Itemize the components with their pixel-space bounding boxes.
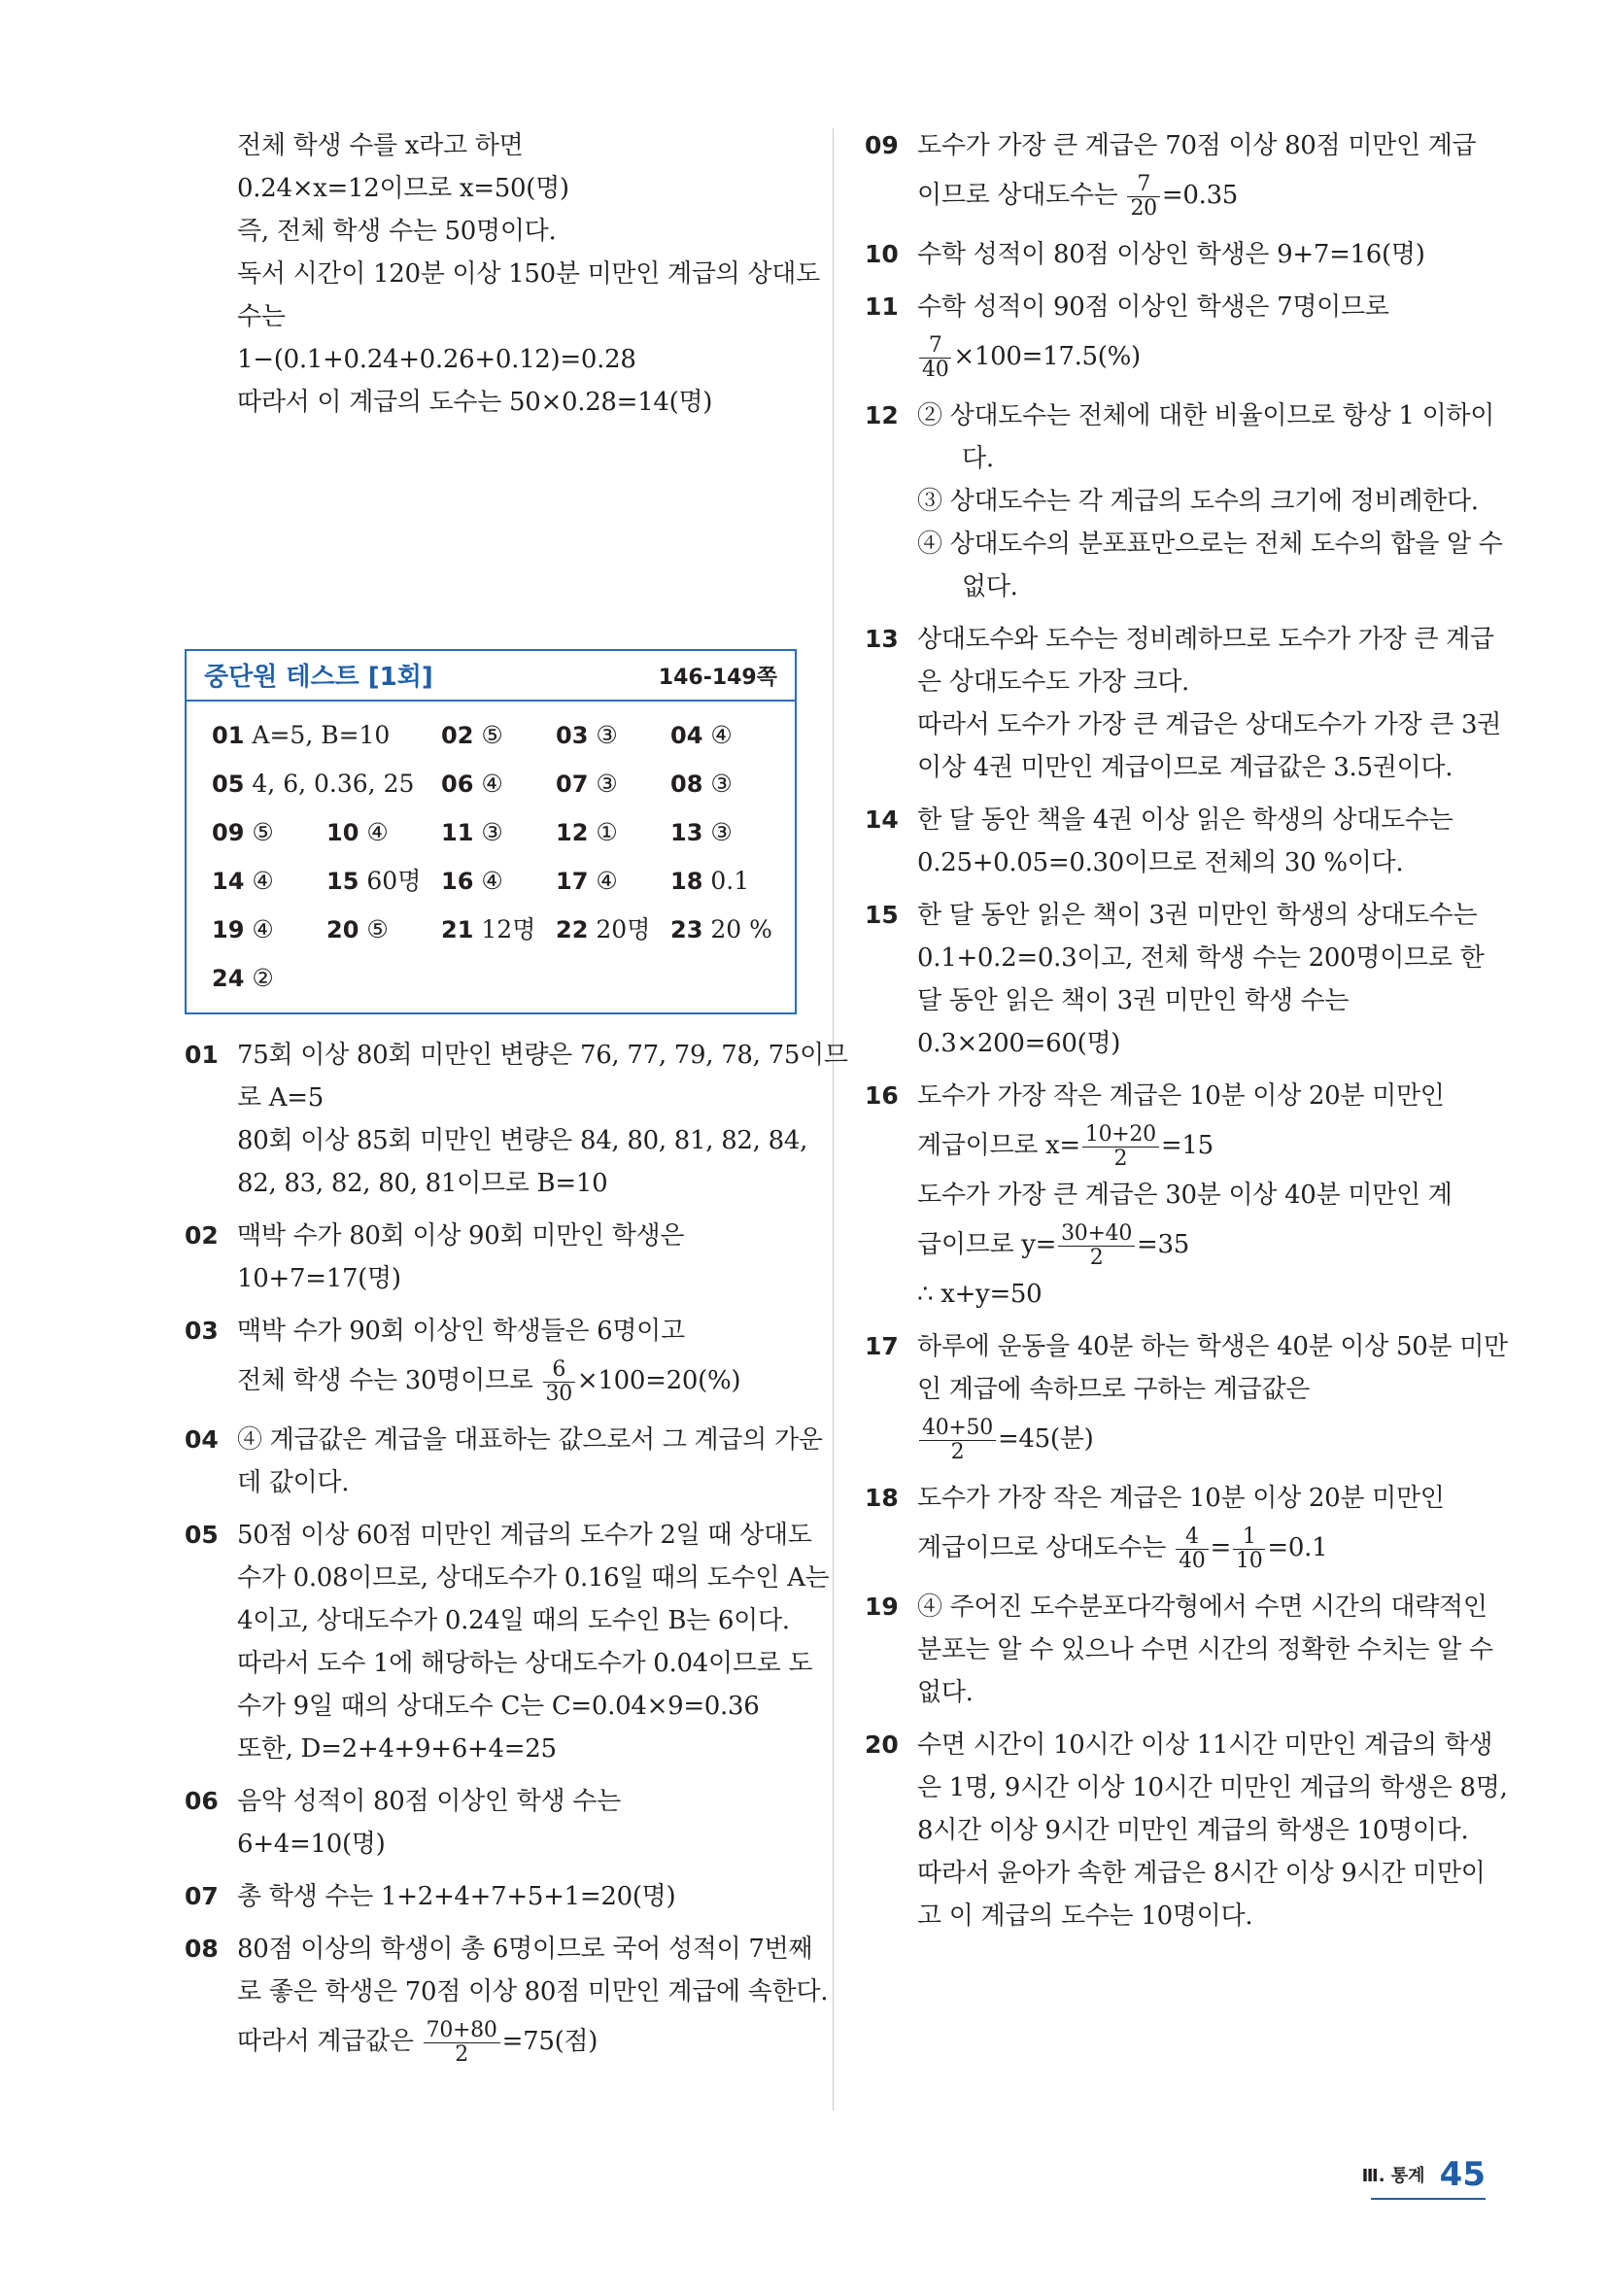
- text-line: 로 A=5: [237, 1083, 324, 1113]
- answer-item: 06 ④: [441, 770, 503, 798]
- left-column: [185, 124, 848, 2079]
- answer-item: 15 60명: [326, 867, 422, 895]
- problem-number: 01: [185, 1041, 219, 1069]
- text-line: 75회 이상 80회 미만인 변량은 76, 77, 79, 78, 75이므: [237, 1041, 848, 1070]
- math-line: 계급이므로 상대도수는 $\frac{4}{40}$ = $\frac{1}{10}$ =0.1: [917, 1524, 1328, 1573]
- fraction: $\frac{7}{40}$: [919, 334, 951, 382]
- problem-number: 02: [185, 1221, 219, 1250]
- text-line: 0.24×x=12이므로 x=50(명): [237, 174, 569, 203]
- text-line: ④ 상대도수의 분포표만으로는 전체 도수의 합을 알 수: [917, 530, 1503, 559]
- answer-item: 18 0.1: [670, 867, 750, 895]
- solution-10: [865, 233, 1487, 276]
- text-line: 수학 성적이 80점 이상인 학생은 9+7=16(명): [917, 240, 1425, 269]
- text-line: 총 학생 수는 1+2+4+7+5+1=20(명): [237, 1882, 676, 1911]
- answer-item: 01 A=5, B=10: [212, 721, 391, 749]
- text-line: 없다.: [917, 1678, 974, 1707]
- problem-number: 18: [865, 1484, 899, 1512]
- text-line: 로 좋은 학생은 70점 이상 80점 미만인 계급에 속한다.: [237, 1977, 829, 2006]
- text-line: 수면 시간이 10시간 이상 11시간 미만인 계급의 학생: [917, 1731, 1493, 1760]
- fraction: $\frac{40+50}{2}$: [919, 1417, 996, 1464]
- text-line: 8시간 이상 9시간 미만인 계급의 학생은 10명이다.: [917, 1816, 1469, 1845]
- test-box-header: [187, 651, 795, 702]
- fraction: $\frac{6}{30}$: [543, 1358, 575, 1406]
- test-answer-box: [185, 649, 797, 1014]
- answer-row: [187, 711, 795, 760]
- text-line: 맥박 수가 80회 이상 90회 미만인 학생은: [237, 1221, 685, 1251]
- fraction: $\frac{7}{20}$: [1127, 173, 1159, 221]
- problem-number: 15: [865, 901, 899, 929]
- problem-number: 04: [185, 1425, 219, 1454]
- text-line: 수가 9일 때의 상대도수 C는 C=0.04×9=0.36: [237, 1692, 760, 1721]
- solution-19: [865, 1586, 1493, 1714]
- math-line: $\frac{7}{40}$ ×100=17.5(%): [865, 328, 1487, 385]
- text-line: ④ 주어진 도수분포다각형에서 수면 시간의 대략적인: [917, 1593, 1487, 1622]
- text-line: 0.1+0.2=0.3이고, 전체 학생 수는 200명이므로 한: [917, 943, 1485, 973]
- problem-number: 14: [865, 805, 899, 834]
- text-line: 은 1명, 9시간 이상 10시간 미만인 계급의 학생은 8명,: [917, 1773, 1508, 1802]
- text-line: 고 이 계급의 도수는 10명이다.: [917, 1902, 1253, 1931]
- fraction: $\frac{1}{10}$: [1233, 1525, 1265, 1573]
- answer-item: 10 ④: [326, 818, 389, 846]
- text-line: 음악 성적이 80점 이상인 학생 수는: [237, 1787, 621, 1816]
- text-line: 80회 이상 85회 미만인 변량은 84, 80, 81, 82, 84,: [237, 1126, 808, 1155]
- text-line: 달 동안 읽은 책이 3권 미만인 학생 수는: [917, 986, 1350, 1015]
- text-line: 이상 4권 미만인 계급이므로 계급값은 3.5권이다.: [917, 753, 1453, 782]
- math-line: 계급이므로 x= $\frac{10+20}{2}$ =15: [917, 1121, 1214, 1171]
- text-line: ∴ x+y=50: [917, 1280, 1043, 1309]
- answer-item: 17 ④: [556, 867, 618, 895]
- answer-row: [187, 808, 795, 857]
- answer-item: 07 ③: [556, 770, 618, 798]
- solution-04: [185, 1419, 823, 1504]
- section-label: Ⅲ. 통계: [1361, 2166, 1425, 2186]
- column-divider: [833, 128, 834, 2110]
- text-line: 맥박 수가 90회 이상인 학생들은 6명이고: [237, 1317, 685, 1346]
- text-line: 한 달 동안 책을 4권 이상 읽은 학생의 상대도수는: [917, 805, 1453, 835]
- problem-number: 11: [865, 292, 899, 321]
- fraction: $\frac{10+20}{2}$: [1082, 1123, 1159, 1171]
- math-line: 따라서 계급값은 $\frac{70+80}{2}$ =75(점): [237, 2017, 598, 2067]
- math-line: 이므로 상대도수는 $\frac{7}{20}$ =0.35: [917, 171, 1239, 221]
- text-line: 도수가 가장 작은 계급은 10분 이상 20분 미만인: [917, 1081, 1445, 1111]
- answer-item: 21 12명: [441, 915, 536, 943]
- answer-item: 11 ③: [441, 818, 503, 846]
- text-line: ③ 상대도수는 각 계급의 도수의 크기에 정비례한다.: [917, 487, 1479, 516]
- answer-row: [187, 906, 795, 954]
- page-footer: [1362, 2155, 1486, 2194]
- text-line: 0.3×200=60(명): [917, 1029, 1121, 1058]
- text-line: 없다.: [962, 572, 1018, 601]
- answer-item: 05 4, 6, 0.36, 25: [212, 770, 415, 798]
- problem-number: 10: [865, 240, 899, 268]
- text-line: 도수가 가장 큰 계급은 30분 이상 40분 미만인 계: [917, 1181, 1453, 1210]
- solution-11: [865, 286, 1487, 385]
- text-line: 1−(0.1+0.24+0.26+0.12)=0.28: [237, 345, 636, 374]
- fraction: $\frac{30+40}{2}$: [1058, 1222, 1135, 1270]
- text-line: 수가 0.08이므로, 상대도수가 0.16일 때의 도수인 A는: [237, 1563, 830, 1593]
- text-line: ④ 계급값은 계급을 대표하는 값으로서 그 계급의 가운: [237, 1425, 823, 1455]
- answer-item: 12 ①: [556, 818, 618, 846]
- text-line: 은 상대도수도 가장 크다.: [917, 668, 1190, 697]
- math-line: 전체 학생 수는 30명이므로 $\frac{6}{30}$ ×100=20(%): [237, 1356, 741, 1406]
- solution-12: [865, 394, 1503, 608]
- text-line: 전체 학생 수를 x라고 하면: [237, 131, 524, 160]
- text-line: 따라서 윤아가 속한 계급은 8시간 이상 9시간 미만이: [917, 1859, 1486, 1888]
- text-line: 다.: [962, 444, 994, 473]
- solution-05: [185, 1514, 830, 1770]
- solution-18: [865, 1477, 1487, 1576]
- solution-07: [185, 1875, 797, 1918]
- solution-02: [185, 1215, 797, 1300]
- problem-number: 09: [865, 131, 899, 159]
- text-line: 따라서 도수 1에 해당하는 상대도수가 0.04이므로 도: [237, 1649, 813, 1678]
- solution-14: [865, 799, 1487, 884]
- problem-number: 19: [865, 1593, 899, 1621]
- answer-row: [187, 857, 795, 906]
- solution-06: [185, 1780, 797, 1866]
- text-line: 독서 시간이 120분 이상 150분 미만인 계급의 상대도: [237, 259, 820, 289]
- solution-01: [185, 1034, 848, 1205]
- problem-number: 07: [185, 1882, 219, 1910]
- text-line: 하루에 운동을 40분 하는 학생은 40분 이상 50분 미만: [917, 1332, 1508, 1361]
- text-line: 상대도수와 도수는 정비례하므로 도수가 가장 큰 계급: [917, 625, 1494, 654]
- answer-item: 03 ③: [556, 721, 618, 749]
- solution-09: [865, 124, 1487, 223]
- problem-number: 08: [185, 1935, 219, 1963]
- text-line: 수는: [237, 302, 286, 331]
- text-line: 수학 성적이 90점 이상인 학생은 7명이므로: [917, 292, 1389, 322]
- fraction: $\frac{4}{40}$: [1176, 1525, 1208, 1573]
- answer-item: 09 ⑤: [212, 818, 274, 846]
- answer-item: 24 ②: [212, 964, 274, 992]
- solution-20: [865, 1724, 1508, 1937]
- problem-number: 05: [185, 1521, 219, 1549]
- answer-item: 20 ⑤: [326, 915, 389, 943]
- test-pages: 146-149쪽: [658, 666, 777, 690]
- answer-item: 14 ④: [212, 867, 274, 895]
- answer-item: 04 ④: [670, 721, 733, 749]
- problem-number: 17: [865, 1332, 899, 1360]
- solution-08: [185, 1928, 829, 2070]
- fraction: $\frac{70+80}{2}$: [424, 2019, 500, 2067]
- text-line: 6+4=10(명): [237, 1830, 386, 1859]
- answer-grid: [187, 702, 795, 1012]
- problem-number: 13: [865, 625, 899, 653]
- answer-item: 08 ③: [670, 770, 733, 798]
- answer-item: 16 ④: [441, 867, 503, 895]
- solution-16: [865, 1075, 1487, 1316]
- text-line: 80점 이상의 학생이 총 6명이므로 국어 성적이 7번째: [237, 1935, 813, 1964]
- text-line: 따라서 도수가 가장 큰 계급은 상대도수가 가장 큰 3권: [917, 710, 1502, 739]
- problem-number: 12: [865, 401, 899, 429]
- footer-rule: [1371, 2198, 1486, 2200]
- problem-number: 06: [185, 1787, 219, 1815]
- text-line: 인 계급에 속하므로 구하는 계급값은: [917, 1375, 1311, 1404]
- answer-item: 13 ③: [670, 818, 733, 846]
- text-line: 50점 이상 60점 미만인 계급의 도수가 2일 때 상대도: [237, 1521, 812, 1550]
- solution-13: [865, 618, 1502, 789]
- math-line: $\frac{40+50}{2}$ =45(분): [865, 1411, 1487, 1467]
- text-line: 0.25+0.05=0.30이므로 전체의 30 %이다.: [917, 848, 1404, 877]
- answer-item: 23 20 %: [670, 915, 772, 943]
- text-line: 즉, 전체 학생 수는 50명이다.: [237, 217, 557, 246]
- text-line: 데 값이다.: [237, 1468, 350, 1497]
- right-column: [865, 124, 1508, 1947]
- answer-item: 19 ④: [212, 915, 274, 943]
- answer-row: [187, 760, 795, 808]
- text-line: 82, 83, 82, 80, 81이므로 B=10: [237, 1169, 608, 1198]
- problem-number: 03: [185, 1317, 219, 1345]
- text-line: 한 달 동안 읽은 책이 3권 미만인 학생의 상대도수는: [917, 901, 1478, 930]
- solution-17: [865, 1325, 1508, 1467]
- math-line: 급이므로 y= $\frac{30+40}{2}$ =35: [917, 1220, 1190, 1270]
- problem-number: 20: [865, 1731, 899, 1759]
- text-line: 4이고, 상대도수가 0.24일 때의 도수인 B는 6이다.: [237, 1606, 790, 1635]
- text-line: ② 상대도수는 전체에 대한 비율이므로 항상 1 이하이: [917, 401, 1495, 430]
- solution-15: [865, 894, 1487, 1065]
- text-line: 10+7=17(명): [237, 1264, 401, 1293]
- solution-03: [185, 1310, 797, 1409]
- answer-item: 02 ⑤: [441, 721, 503, 749]
- test-title: 중단원 테스트 [1회]: [204, 663, 433, 692]
- problem-number: 16: [865, 1081, 899, 1110]
- text-line: 도수가 가장 작은 계급은 10분 이상 20분 미만인: [917, 1484, 1445, 1513]
- text-line: 또한, D=2+4+9+6+4=25: [237, 1734, 557, 1764]
- answer-item: 22 20명: [556, 915, 651, 943]
- page-number: 45: [1439, 2155, 1486, 2194]
- intro-solution: [185, 124, 820, 424]
- text-line: 따라서 이 계급의 도수는 50×0.28=14(명): [237, 388, 713, 417]
- answer-row: [187, 954, 795, 1003]
- text-line: 분포는 알 수 있으나 수면 시간의 정확한 수치는 알 수: [917, 1635, 1493, 1664]
- text-line: 도수가 가장 큰 계급은 70점 이상 80점 미만인 계급: [917, 131, 1477, 160]
